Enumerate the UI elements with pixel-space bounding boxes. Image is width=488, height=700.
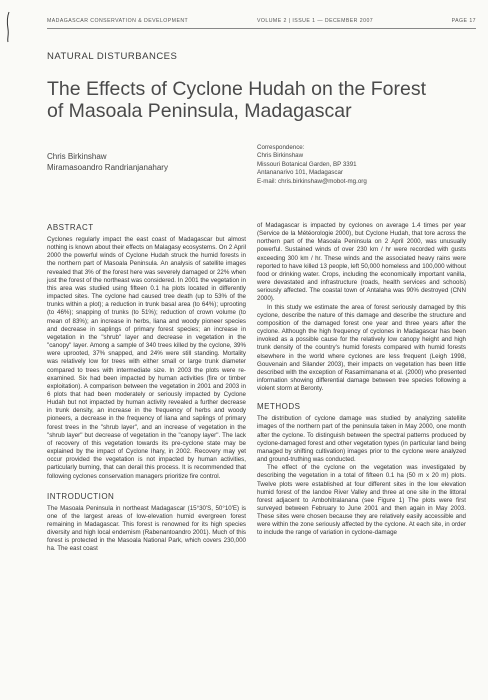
correspondence-city: Antananarivo 101, Madagascar: [257, 169, 343, 177]
left-column: [47, 222, 246, 554]
scan-mark: [5, 11, 11, 43]
introduction-text: The Masoala Peninsula in northeast Madagascar (15°30'S, 50°10'E) is one of the largest areas of low-elevation humid evergreen forest remaining in Madagascar. This forest is renowned for its high species diversity and high local endemism (Rabenantoandro 2001). Much of this forest is protected in the Masoala National Park, which covers 230,000 ha. The east coast: [47, 504, 246, 553]
correspondence-label: Correspondence:: [257, 144, 305, 151]
correspondence-block: [257, 144, 367, 186]
correspondence-name: Chris Birkinshaw: [257, 152, 304, 160]
abstract-text: Cyclones regularly impact the east coast of Madagascar but almost nothing is known about their effects on Malagasy ecosystems. On 2 April 2000 the powerful winds of Cyclone Hudah struck the humid forests in the northern part of Masoala Peninsula. An analysis of satellite images revealed that 3% of the forest here was severely damaged or 22% when just the forest of the northeast was considered. In 2001 the vegetation in this area was studied using fifteen 0.1 ha plots located in differently impacted sites. The cyclone had caused tree death (up to 53% of the trunks within a plot); a reduction in trunk basal area (to 64%); uprooting (to 46%); snapping of trunks (to 51%); reduction of crown volume (to mean of 83%); an increase in herbs, liana and woody pioneer species and decrease in saplings of primary forest species; an increase in vegetation in the "shrub" layer and decrease in vegetation in the "canopy" layer. Among a sample of 340 trees killed by the cyclone, 39% were uprooted, 37% snapped, and 24% were still standing. Mortality was relatively low for trees with either small or large trunk diameter compared to trees with intermediate size. In 2003 the plots were re-examined. Six had been impacted by human activities (fire or timber exploitation). A comparison between the vegetation in 2001 and 2003 in 6 plots that had been moderately or seriously impacted by Cyclone Hudah but not impacted by human activity revealed a further decrease in trunk density, an increase in the frequency of herbs and woody pioneers, a decrease in the frequency of liana and saplings of primary forest trees in the "shrub layer", and an increase of vegetation in the "shrub layer" but decrease of vegetation in the "canopy layer". The lack of recovery of this vegetation towards its pre-cyclone state may be explained by the impact of Cyclone Ihary, in 2002. Recovery may yet occur provided the vegetation is not impacted by human activities, particularly burning, that can derail this process. It is recommended that following cyclones conservation managers prioritize fire control.: [47, 236, 246, 480]
methods-heading: METHODS: [257, 402, 301, 412]
header-rule: [47, 28, 476, 29]
right-column: [257, 222, 466, 538]
author-name: Miramasoandro Randrianjanahary: [47, 163, 168, 172]
introduction-heading: INTRODUCTION: [47, 491, 115, 501]
body-paragraph: of Madagascar is impacted by cyclones on average 1.4 times per year (Service de la Météorologie 2000), but Cyclone Hudah, that tore across the northern part of the Masoala Peninsula on 2 April 2000, was unusually powerful. Sustained winds of over 230 km / hr were recorded with gusts exceeding 300 km / hr. These winds and the associated heavy rains were reported to have killed 13 people, left 50,000 homeless and 100,000 without food or drinking water. Crops, including the economically important vanilla, were devastated and infrastructure (roads, health services and schools) seriously affected. The coastal town of Antalaha was 90% destroyed (CNN 2000).: [257, 222, 466, 303]
author-name: Chris Birkinshaw: [47, 152, 107, 161]
methods-paragraph: The effect of the cyclone on the vegetation was investigated by describing the vegetation in a total of fifteen 0.1 ha (50 m x 20 m) plots. Twelve plots were established at four different sites in the low elevation humid forest of the Iandoe River Valley and three at one site in the littoral forest adjacent to Ambohitralanana (see Figure 1) The plots were first surveyed between February to June 2001 and then again in May 2003. These sites were chosen because they are relatively easily accessible and were within the zone seriously affected by the cyclone. At each site, in order to include the range of variation in cyclone-damage: [257, 464, 466, 537]
section-label: NATURAL DISTURBANCES: [47, 51, 178, 62]
correspondence-institution: Missouri Botanical Garden, BP 3391: [257, 160, 357, 168]
methods-paragraph: The distribution of cyclone damage was studied by analyzing satellite images of the northern part of the peninsula taken in May 2000, one month after the cyclone. To distinguish between the spectral patterns produced by cyclone-damaged forest and other vegetation types (in particular land being managed by shifting cultivation) images prior to the cyclone were analyzed and ground-truthing was conducted.: [257, 415, 466, 464]
abstract-heading: ABSTRACT: [47, 223, 94, 232]
body-paragraph: In this study we estimate the area of forest seriously damaged by this cyclone, describe the nature of this damage and describe the structure and composition of the damaged forest one year and three years after the cyclone. Although the high frequency of cyclones in Madagascar has been invoked as a possible cause for the relatively low canopy height and high trunk density of the country's humid forests compared with humid forests elsewhere in the world where cyclones are less frequent (Leigh 1998, Gouvenain and Silander 2003), their impacts on vegetation has been little described with the exception of Rasamimanana et al. (2000) who presented information showing differential damage between tree species following a violent storm at Beronty.: [257, 303, 466, 393]
author-list: [47, 151, 168, 173]
journal-name: MADAGASCAR CONSERVATION & DEVELOPMENT: [47, 18, 189, 24]
article-title: The Effects of Cyclone Hudah on the Forest of Masoala Peninsula, Madagascar: [47, 78, 427, 122]
issue-info: VOLUME 2 | ISSUE 1 — DECEMBER 2007: [257, 18, 374, 24]
page-number: PAGE 17: [451, 18, 476, 24]
correspondence-email: E-mail: chris.birkinshaw@mobot-mg.org: [257, 177, 367, 185]
